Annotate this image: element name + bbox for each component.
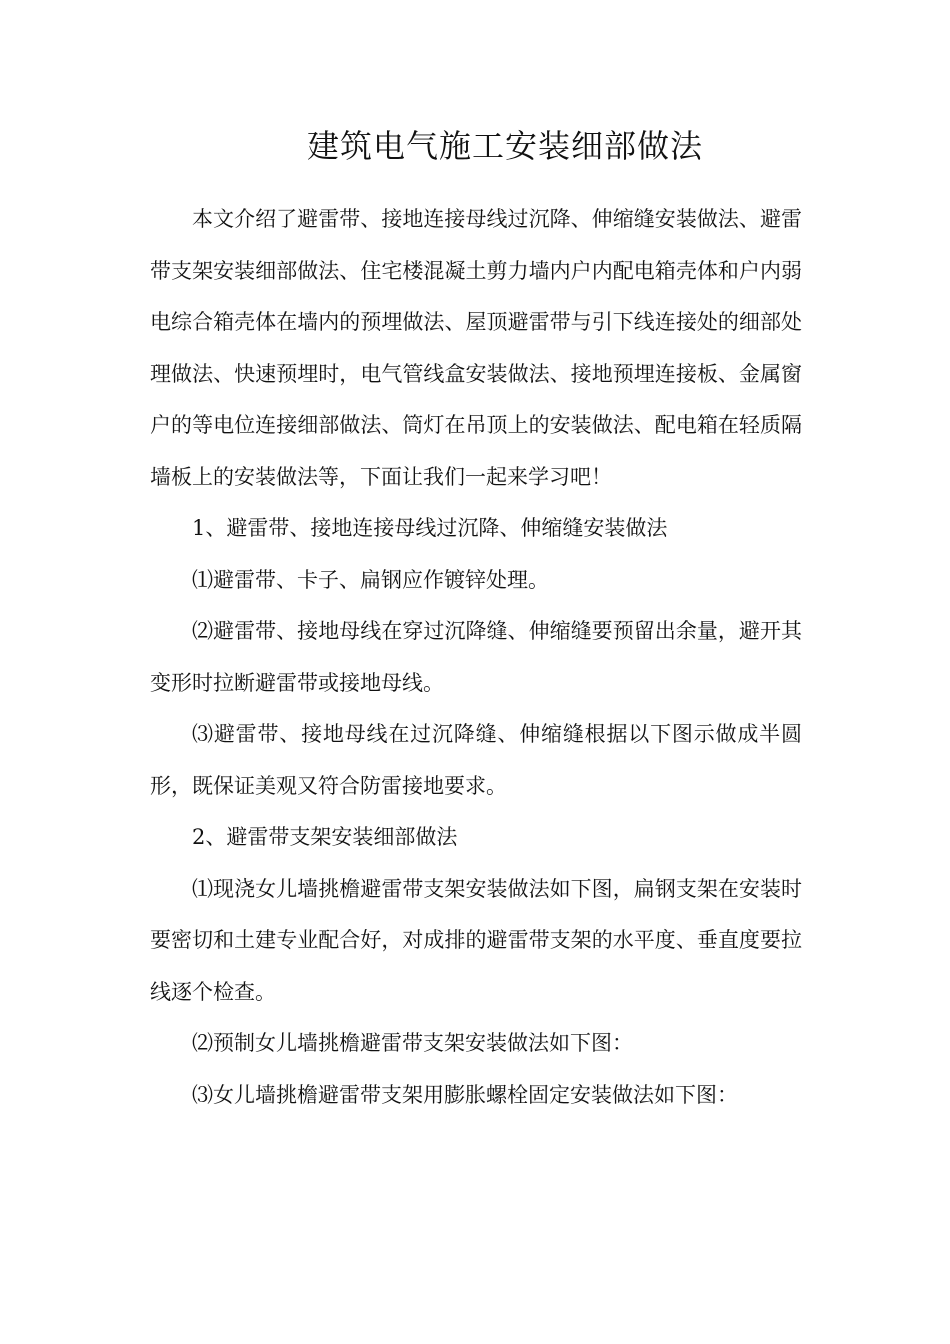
section-heading-2: 2、避雷带支架安装细部做法 (192, 825, 458, 849)
section-heading-1: 1、避雷带、接地连接母线过沉降、伸缩缝安装做法 (192, 516, 668, 540)
list-item: ⑴现浇女儿墙挑檐避雷带支架安装做法如下图，扁钢支架在安装时要密切和土建专业配合好，对成排的避雷带支架的水平度、垂直度要拉线逐个检查。 (150, 876, 802, 1004)
document-title: 建筑电气施工安装细部做法 (306, 127, 703, 165)
list-item: ⑶避雷带、接地母线在过沉降缝、伸缩缝根据以下图示做成半圆形，既保证美观又符合防雷接地要求。 (150, 722, 802, 798)
list-item: ⑵预制女儿墙挑檐避雷带支架安装做法如下图： (192, 1031, 633, 1055)
list-item: ⑵避雷带、接地母线在穿过沉降缝、伸缩缝要预留出余量，避开其变形时拉断避雷带或接地母线。 (150, 619, 802, 695)
list-item: ⑴避雷带、卡子、扁钢应作镀锌处理。 (192, 567, 549, 592)
list-item: ⑶女儿墙挑檐避雷带支架用膨胀螺栓固定安装做法如下图： (192, 1082, 738, 1107)
intro-paragraph: 本文介绍了避雷带、接地连接母线过沉降、伸缩缝安装做法、避雷带支架安装细部做法、住宅楼混凝土剪力墙内户内配电箱壳体和户内弱电综合箱壳体在墙内的预埋做法、屋顶避雷带与引下线连接处的细部处理做法、快速预埋时，电气管线盒安装做法、接地预埋连接板、金属窗户的等电位连接细部做法、筒灯在吊顶上的安装做法、配电箱在轻质隔墙板上的安装做法等，下面让我们一起来学习吧！ (150, 207, 802, 489)
document-body (150, 118, 802, 1121)
